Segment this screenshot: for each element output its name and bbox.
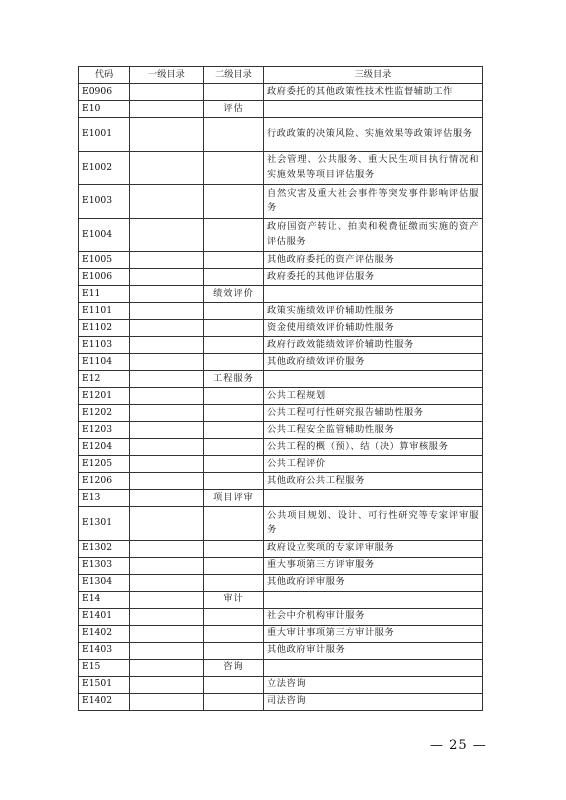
table-row	[79, 151, 483, 185]
cell-code: E1204	[79, 439, 130, 456]
cell-level2	[204, 151, 264, 185]
cell-level3: 政府国资产转让、拍卖和税费征缴而实施的资产评估服务	[264, 218, 483, 252]
cell-level1	[130, 252, 204, 269]
table-row	[79, 354, 483, 371]
cell-level3: 重大审计事项第三方审计服务	[264, 625, 483, 642]
cell-code: E1006	[79, 269, 130, 286]
cell-code: E11	[79, 286, 130, 303]
cell-level2	[204, 252, 264, 269]
cell-level3	[264, 490, 483, 507]
cell-level1	[130, 388, 204, 405]
cell-code: E13	[79, 490, 130, 507]
cell-level3: 政府委托的其他评估服务	[264, 269, 483, 286]
cell-level3: 政府委托的其他政策性技术性监督辅助工作	[264, 84, 483, 101]
table-row	[79, 693, 483, 710]
cell-code: E0906	[79, 84, 130, 101]
header-level2: 二级目录	[204, 67, 264, 84]
cell-code: E1103	[79, 337, 130, 354]
cell-level2: 项目评审	[204, 490, 264, 507]
cell-code: E1104	[79, 354, 130, 371]
table-row	[79, 337, 483, 354]
cell-level2: 审计	[204, 591, 264, 608]
cell-level2	[204, 337, 264, 354]
cell-level2	[204, 642, 264, 659]
cell-level3: 其他政府委托的资产评估服务	[264, 252, 483, 269]
table-row	[79, 591, 483, 608]
table-row	[79, 490, 483, 507]
cell-level3: 自然灾害及重大社会事件等突发事件影响评估服务	[264, 185, 483, 219]
cell-level3: 社会中介机构审计服务	[264, 608, 483, 625]
cell-code: E15	[79, 659, 130, 676]
cell-code: E14	[79, 591, 130, 608]
cell-level1	[130, 642, 204, 659]
cell-level3: 其他政府评审服务	[264, 574, 483, 591]
cell-level1	[130, 490, 204, 507]
cell-level1	[130, 422, 204, 439]
cell-code: E1501	[79, 676, 130, 693]
cell-level2	[204, 693, 264, 710]
cell-level1	[130, 473, 204, 490]
cell-level3: 重大事项第三方评审服务	[264, 557, 483, 574]
cell-code: E1403	[79, 642, 130, 659]
table-row	[79, 557, 483, 574]
cell-level3: 政府设立奖项的专家评审服务	[264, 540, 483, 557]
cell-level2	[204, 625, 264, 642]
cell-code: E1402	[79, 693, 130, 710]
cell-level1	[130, 507, 204, 541]
cell-code: E10	[79, 101, 130, 118]
cell-code: E1206	[79, 473, 130, 490]
table-row	[79, 625, 483, 642]
table-body	[79, 84, 483, 711]
table-row	[79, 286, 483, 303]
cell-level1	[130, 218, 204, 252]
cell-level1	[130, 591, 204, 608]
page-number: — 25 —	[430, 738, 487, 753]
cell-level2	[204, 439, 264, 456]
cell-level3	[264, 659, 483, 676]
cell-level2	[204, 608, 264, 625]
cell-level1	[130, 557, 204, 574]
cell-level3: 公共工程评价	[264, 456, 483, 473]
table-row	[79, 507, 483, 541]
cell-level1	[130, 151, 204, 185]
cell-level1	[130, 693, 204, 710]
cell-level1	[130, 84, 204, 101]
table-row	[79, 185, 483, 219]
table-row	[79, 252, 483, 269]
cell-code: E1402	[79, 625, 130, 642]
table-row	[79, 608, 483, 625]
cell-level1	[130, 320, 204, 337]
cell-level1	[130, 269, 204, 286]
header-code: 代码	[79, 67, 130, 84]
cell-level2	[204, 676, 264, 693]
cell-level2	[204, 473, 264, 490]
table-row	[79, 269, 483, 286]
cell-code: E1003	[79, 185, 130, 219]
table-row	[79, 676, 483, 693]
table-row	[79, 218, 483, 252]
cell-level3: 公共项目规划、设计、可行性研究等专家评审服务	[264, 507, 483, 541]
cell-level3: 其他政府绩效评价服务	[264, 354, 483, 371]
cell-level3	[264, 591, 483, 608]
cell-level2: 工程服务	[204, 371, 264, 388]
table-row	[79, 101, 483, 118]
cell-level1	[130, 574, 204, 591]
cell-level2	[204, 118, 264, 152]
cell-level1	[130, 540, 204, 557]
table-row	[79, 642, 483, 659]
cell-level3: 社会管理、公共服务、重大民生项目执行情况和实施效果等项目评估服务	[264, 151, 483, 185]
cell-code: E1304	[79, 574, 130, 591]
table-row	[79, 405, 483, 422]
cell-level2	[204, 388, 264, 405]
table-row	[79, 388, 483, 405]
table-row	[79, 303, 483, 320]
cell-level2	[204, 456, 264, 473]
cell-level1	[130, 456, 204, 473]
cell-level3	[264, 371, 483, 388]
table-row	[79, 371, 483, 388]
cell-level2	[204, 185, 264, 219]
table-row	[79, 659, 483, 676]
cell-level1	[130, 354, 204, 371]
cell-code: E1302	[79, 540, 130, 557]
cell-level2	[204, 218, 264, 252]
cell-level2	[204, 405, 264, 422]
cell-level3	[264, 101, 483, 118]
cell-level1	[130, 286, 204, 303]
cell-level3: 公共工程的概（预）、结（决）算审核服务	[264, 439, 483, 456]
cell-level3: 政府行政效能绩效评价辅助性服务	[264, 337, 483, 354]
cell-code: E1005	[79, 252, 130, 269]
cell-level1	[130, 185, 204, 219]
cell-code: E1202	[79, 405, 130, 422]
table-row	[79, 84, 483, 101]
cell-level2	[204, 422, 264, 439]
table-row	[79, 422, 483, 439]
cell-level2: 绩效评价	[204, 286, 264, 303]
cell-level1	[130, 676, 204, 693]
cell-code: E1401	[79, 608, 130, 625]
cell-level2: 评估	[204, 101, 264, 118]
cell-level1	[130, 101, 204, 118]
cell-code: E1102	[79, 320, 130, 337]
cell-level3: 公共工程可行性研究报告辅助性服务	[264, 405, 483, 422]
cell-level3: 司法咨询	[264, 693, 483, 710]
table-row	[79, 439, 483, 456]
cell-level1	[130, 659, 204, 676]
cell-code: E1001	[79, 118, 130, 152]
table-row	[79, 574, 483, 591]
cell-level1	[130, 303, 204, 320]
cell-level3: 公共工程规划	[264, 388, 483, 405]
cell-level1	[130, 405, 204, 422]
cell-level2: 咨询	[204, 659, 264, 676]
table-row	[79, 320, 483, 337]
table-header-row	[79, 67, 483, 84]
cell-level3: 其他政府公共工程服务	[264, 473, 483, 490]
cell-level2	[204, 320, 264, 337]
header-level1: 一级目录	[130, 67, 204, 84]
cell-level1	[130, 439, 204, 456]
cell-level2	[204, 507, 264, 541]
cell-level3: 政策实施绩效评价辅助性服务	[264, 303, 483, 320]
cell-level3: 资金使用绩效评价辅助性服务	[264, 320, 483, 337]
cell-level3: 立法咨询	[264, 676, 483, 693]
cell-level2	[204, 557, 264, 574]
table-row	[79, 118, 483, 152]
cell-level2	[204, 303, 264, 320]
cell-level1	[130, 608, 204, 625]
cell-level2	[204, 540, 264, 557]
cell-level1	[130, 118, 204, 152]
cell-code: E1201	[79, 388, 130, 405]
cell-code: E1205	[79, 456, 130, 473]
cell-level3	[264, 286, 483, 303]
cell-level1	[130, 625, 204, 642]
cell-level1	[130, 371, 204, 388]
cell-level1	[130, 337, 204, 354]
cell-level3: 行政政策的决策风险、实施效果等政策评估服务	[264, 118, 483, 152]
table-row	[79, 540, 483, 557]
table-row	[79, 456, 483, 473]
header-level3: 三级目录	[264, 67, 483, 84]
cell-level2	[204, 574, 264, 591]
cell-level3: 公共工程安全监管辅助性服务	[264, 422, 483, 439]
cell-code: E12	[79, 371, 130, 388]
cell-level3: 其他政府审计服务	[264, 642, 483, 659]
cell-code: E1002	[79, 151, 130, 185]
cell-code: E1004	[79, 218, 130, 252]
cell-code: E1301	[79, 507, 130, 541]
cell-code: E1203	[79, 422, 130, 439]
catalog-table	[78, 66, 483, 711]
cell-level2	[204, 354, 264, 371]
cell-level2	[204, 269, 264, 286]
cell-code: E1101	[79, 303, 130, 320]
cell-code: E1303	[79, 557, 130, 574]
cell-level2	[204, 84, 264, 101]
table-row	[79, 473, 483, 490]
